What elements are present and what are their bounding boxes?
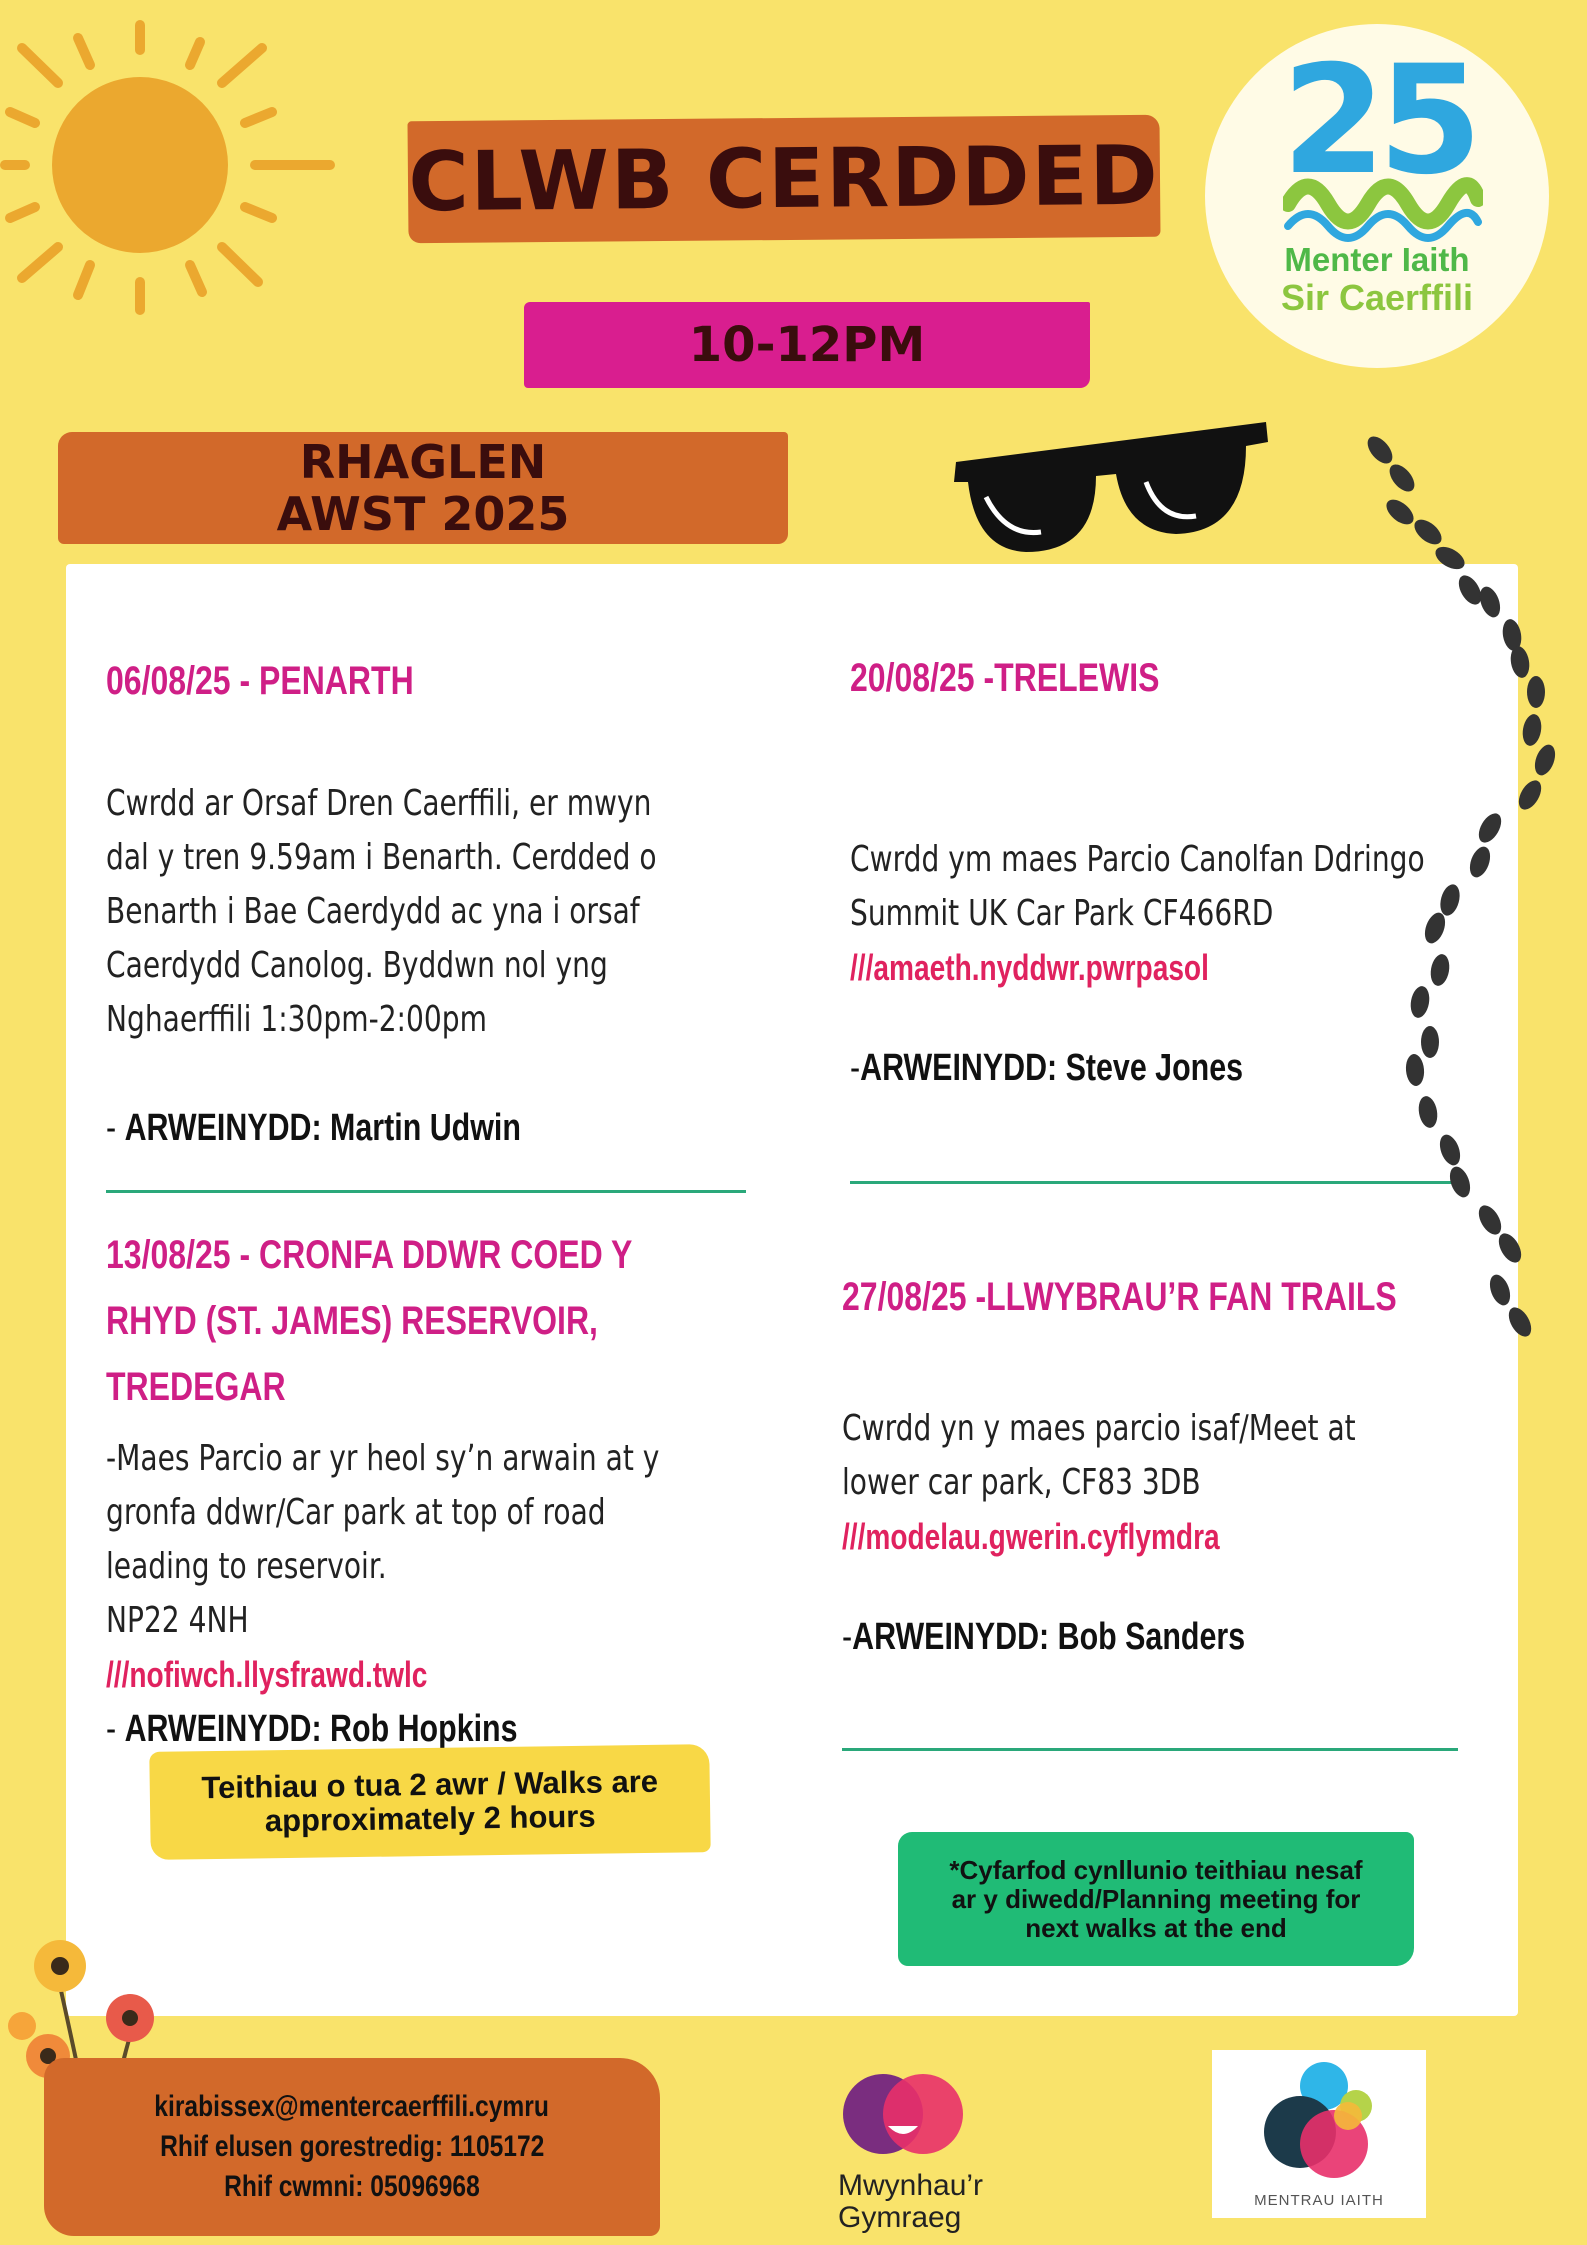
walk-1-body-line: Nghaerffili 1:30pm-2:00pm <box>106 999 487 1040</box>
meeting-note-line: next walks at the end <box>1025 1912 1287 1943</box>
mwynhaur-line-2: Gymraeg <box>838 2201 962 2234</box>
sunglasses-icon <box>946 412 1276 572</box>
time-banner <box>524 302 1090 388</box>
leader-name: Martin Udwin <box>321 1107 521 1149</box>
mwynhaur-gymraeg-logo <box>838 2170 983 2234</box>
time-label: 10-12PM <box>688 317 926 373</box>
walk-1-divider <box>106 1190 746 1193</box>
walk-3-body <box>850 833 1425 995</box>
walk-1-body <box>106 777 657 1047</box>
contact-panel <box>44 2058 660 2236</box>
mentrau-circles-icon <box>1252 2056 1392 2186</box>
walk-1-heading: 06/08/25 - PENARTH <box>106 659 414 703</box>
leader-prefix: - <box>850 1047 861 1089</box>
leader-label: ARWEINYDD: <box>860 1047 1058 1089</box>
walk-note-line: approximately 2 hours <box>264 1798 596 1839</box>
footprints-icon <box>1340 430 1580 1350</box>
leader-prefix: - <box>106 1107 125 1149</box>
walk-2-heading-line: 13/08/25 - CRONFA DDWR COED Y <box>106 1233 633 1277</box>
walk-2-heading-line: RHYD (ST. JAMES) RESERVOIR, <box>106 1299 598 1343</box>
logo-wave-icon <box>1283 164 1483 244</box>
logo-line-2: Sir Caerffili <box>1280 277 1474 318</box>
walk-4-what3words-link[interactable]: ///modelau.gwerin.cyflymdra <box>842 1516 1220 1557</box>
walk-4-body-line: lower car park, CF83 3DB <box>842 1462 1201 1503</box>
charity-number: Rhif elusen gorestredig: 1105172 <box>159 2130 545 2163</box>
meeting-note-line: ar y diwedd/Planning meeting for <box>951 1883 1361 1914</box>
menter-iaith-logo <box>1205 24 1549 368</box>
program-line-2: AWST 2025 <box>276 487 570 541</box>
walk-2-body <box>106 1432 659 1702</box>
mentrau-iaith-logo <box>1212 2050 1426 2218</box>
walk-2-body-line: NP22 4NH <box>106 1600 249 1641</box>
title-banner <box>407 115 1160 244</box>
leader-name: Rob Hopkins <box>321 1708 518 1750</box>
meeting-note-line: *Cyfarfod cynllunio teithiau nesaf <box>949 1854 1363 1885</box>
walk-4-leader <box>842 1610 1245 1664</box>
company-number: Rhif cwmni: 05096968 <box>224 2170 480 2203</box>
page-title: CLWB CERDDED <box>408 128 1160 230</box>
walk-3-what3words-link[interactable]: ///amaeth.nyddwr.pwrpasol <box>850 947 1209 988</box>
walk-2-heading-line: TREDEGAR <box>106 1365 286 1409</box>
walk-4-body-line: Cwrdd yn y maes parcio isaf/Meet at <box>842 1408 1356 1449</box>
contact-email[interactable]: kirabissex@mentercaerffili.cymru <box>154 2090 550 2123</box>
walk-1-body-line: Cwrdd ar Orsaf Dren Caerffili, er mwyn <box>106 783 652 824</box>
walk-1-body-line: Benarth i Bae Caerdydd ac yna i orsaf <box>106 891 640 932</box>
leader-name: Bob Sanders <box>1049 1616 1246 1658</box>
walk-4-heading: 27/08/25 -LLWYBRAU’R FAN TRAILS <box>842 1275 1397 1319</box>
walk-2-what3words-link[interactable]: ///nofiwch.llysfrawd.twlc <box>106 1654 428 1695</box>
logo-number: 25 <box>1281 34 1475 208</box>
walk-duration-note <box>149 1744 710 1860</box>
program-line-1: RHAGLEN <box>299 435 547 489</box>
walk-4-divider <box>842 1748 1458 1751</box>
walk-1-leader <box>106 1101 521 1155</box>
leader-label: ARWEINYDD: <box>124 1708 322 1750</box>
walk-4-body <box>842 1402 1356 1564</box>
mwynhaur-line-1: Mwynhau’r <box>838 2169 984 2202</box>
planning-meeting-note <box>898 1832 1414 1966</box>
walk-3-body-line: Cwrdd ym maes Parcio Canolfan Ddringo <box>850 839 1425 880</box>
walk-3-leader <box>850 1041 1243 1095</box>
walk-2-heading <box>106 1222 632 1420</box>
sun-icon <box>0 20 360 320</box>
walk-2-body-line: leading to reservoir. <box>106 1546 387 1587</box>
walk-1-body-line: Caerdydd Canolog. Byddwn nol yng <box>106 945 608 986</box>
walk-3-heading: 20/08/25 -TRELEWIS <box>850 656 1160 700</box>
leader-name: Steve Jones <box>1057 1047 1244 1089</box>
walk-2-body-line: -Maes Parcio ar yr heol sy’n arwain at y <box>106 1438 660 1479</box>
walk-3-body-line: Summit UK Car Park CF466RD <box>850 893 1274 934</box>
mentrau-label: MENTRAU IAITH <box>1254 2192 1384 2209</box>
leader-label: ARWEINYDD: <box>124 1107 322 1149</box>
logo-line-1: Menter Iaith <box>1284 241 1470 278</box>
walk-note-line: Teithiau o tua 2 awr / Walks are <box>201 1763 659 1806</box>
leader-label: ARWEINYDD: <box>852 1616 1050 1658</box>
leader-prefix: - <box>106 1708 125 1750</box>
mwynhaur-gymraeg-logo-icon <box>838 2064 978 2174</box>
walk-2-body-line: gronfa ddwr/Car park at top of road <box>106 1492 606 1533</box>
leader-prefix: - <box>842 1616 853 1658</box>
program-banner <box>58 432 788 544</box>
walk-1-body-line: dal y tren 9.59am i Benarth. Cerdded o <box>106 837 657 878</box>
